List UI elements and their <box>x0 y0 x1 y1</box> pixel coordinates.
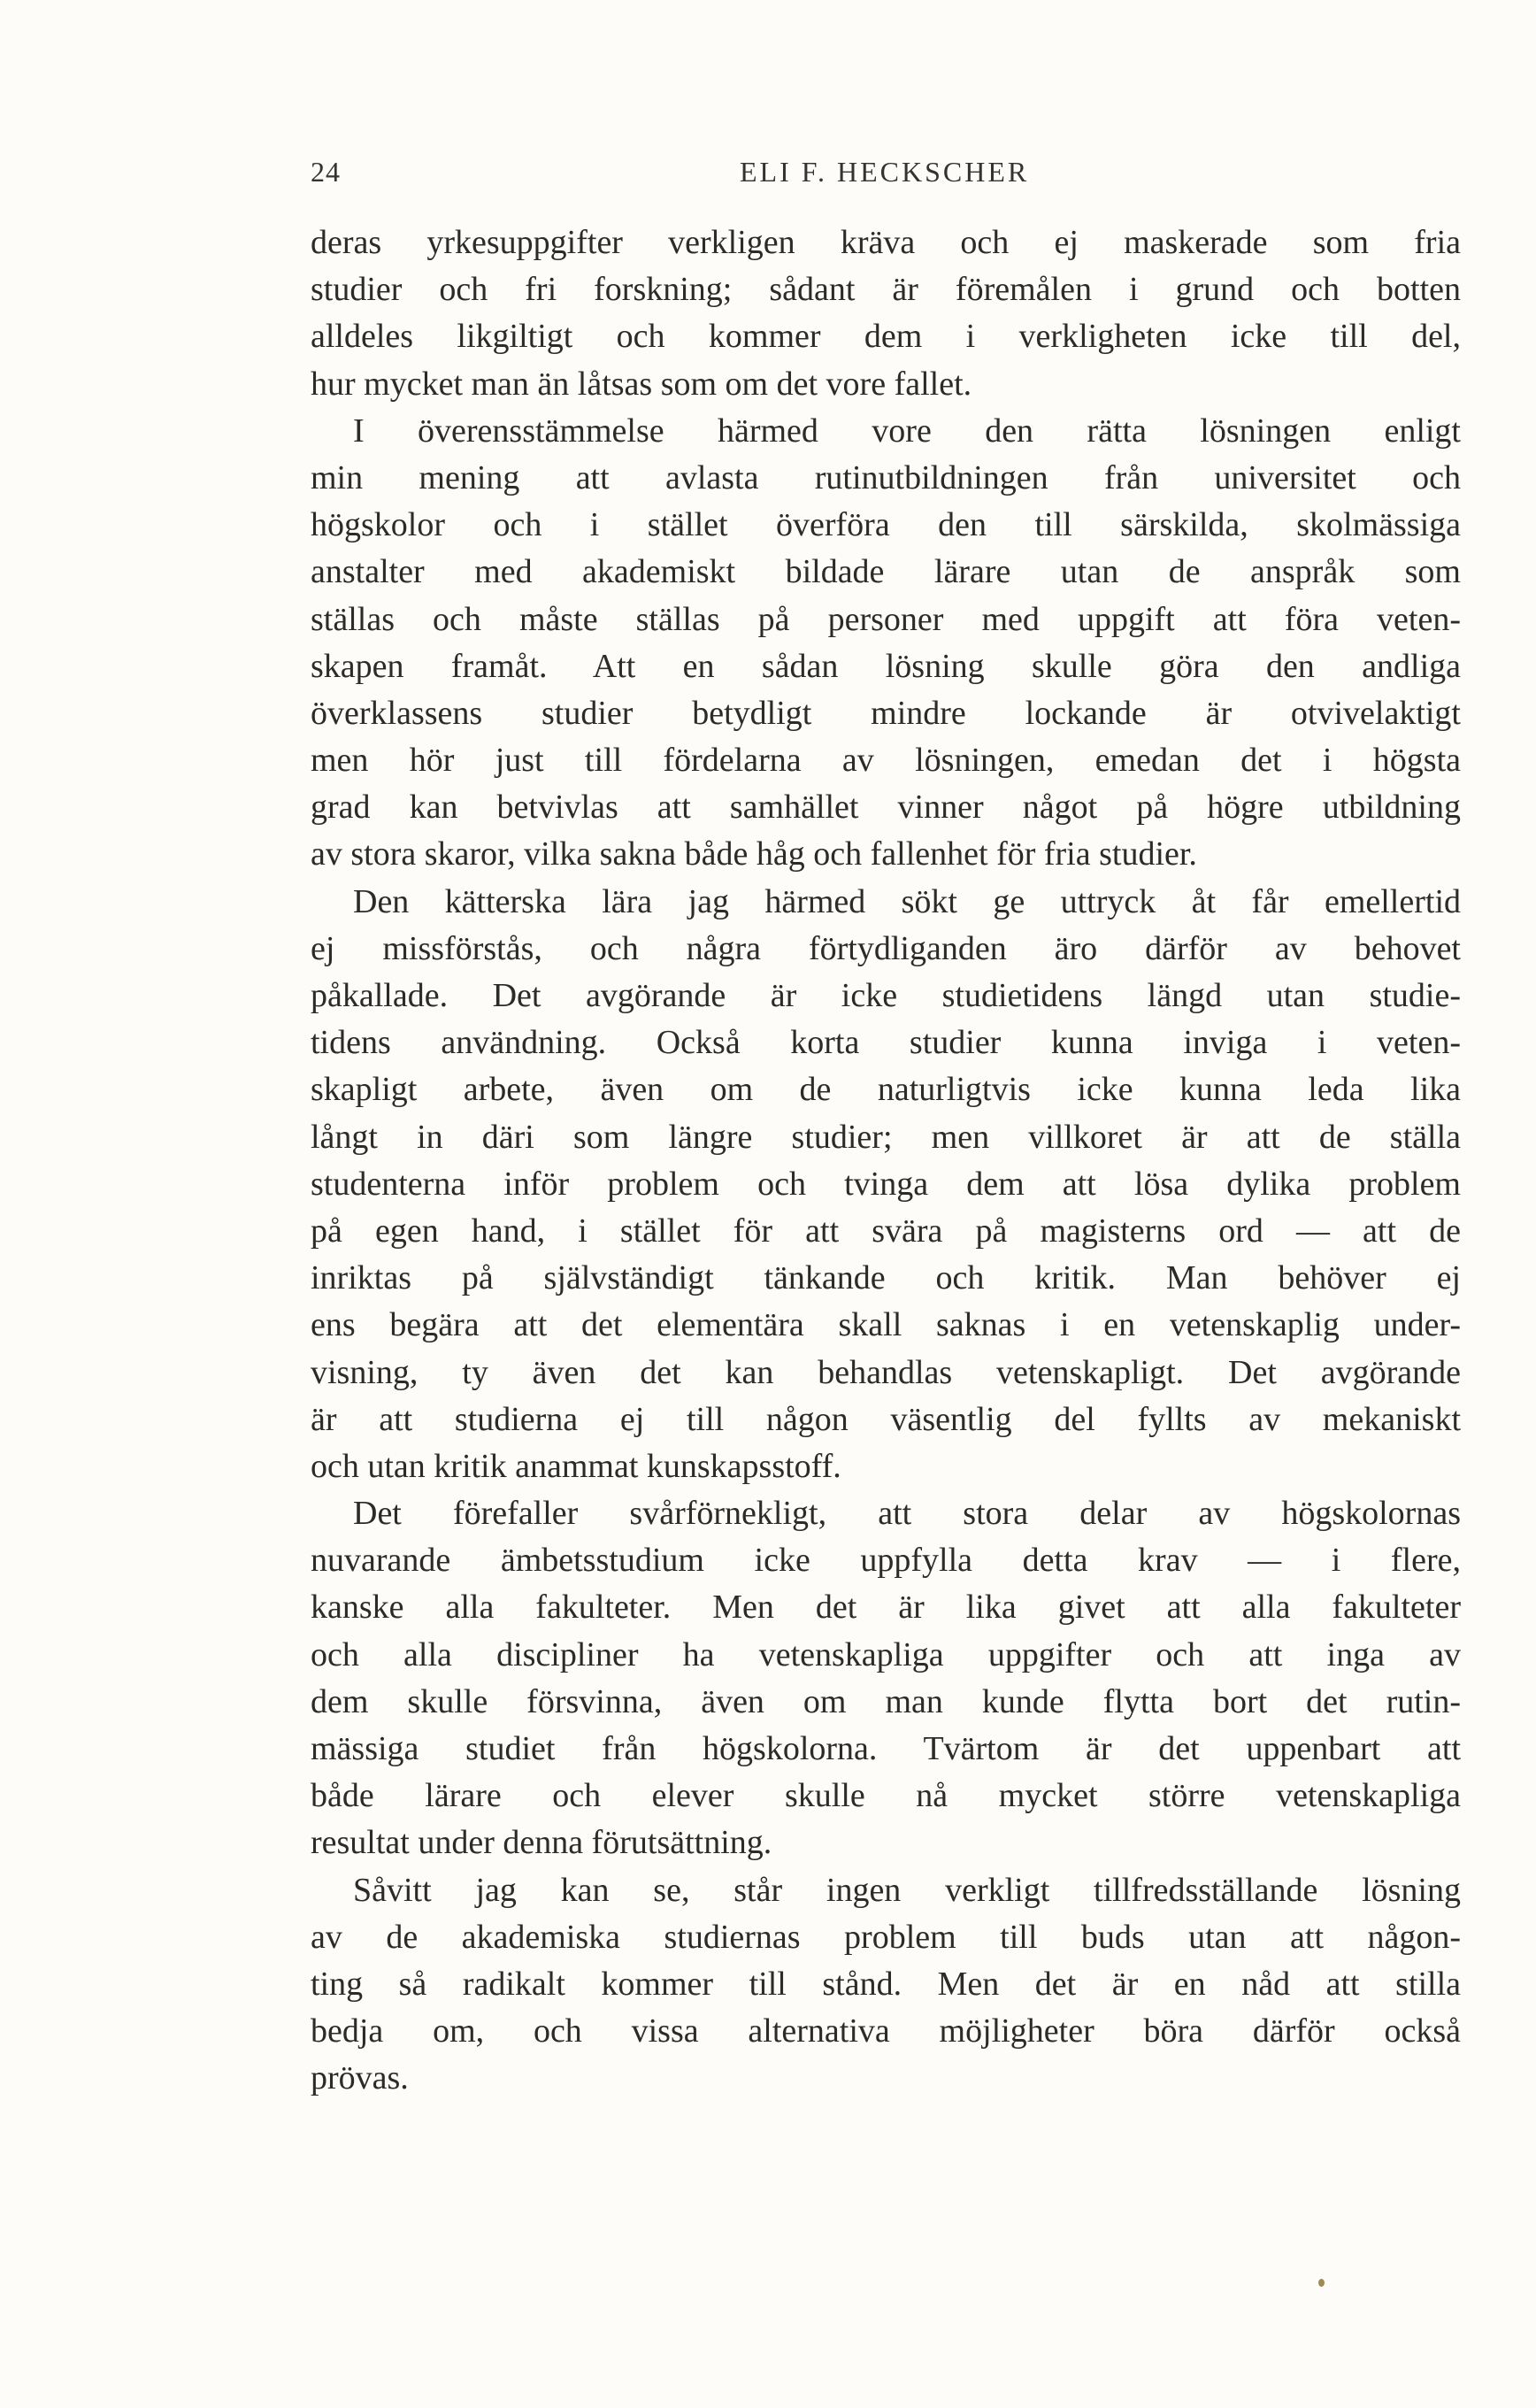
text-line: påkallade. Det avgörande är icke studietidens längd utan studie- <box>311 977 1461 1014</box>
text-line: mässiga studiet från högskolorna. Tvärtom är det uppenbart att <box>311 1730 1461 1767</box>
text-line: deras yrkesuppgifter verkligen kräva och ej maskerade som fria <box>311 224 1461 261</box>
text-line: prövas. <box>311 2059 409 2097</box>
text-line: Den kätterska lära jag härmed sökt ge uttryck åt får emellertid <box>353 882 1461 920</box>
text-line: ens begära att det elementära skall saknas i en vetenskaplig under- <box>311 1306 1461 1344</box>
paper-speck <box>1318 2279 1325 2287</box>
text-line: anstalter med akademiskt bildade lärare utan de anspråk som <box>311 553 1461 591</box>
page-number: 24 <box>311 156 341 188</box>
text-line: högskolor och i stället överföra den till särskilda, skolmässiga <box>311 506 1461 544</box>
text-line: ej missförstås, och några förtydliganden äro därför av behovet <box>311 929 1461 967</box>
text-line: alldeles likgiltigt och kommer dem i verkligheten icke till del, <box>311 318 1461 356</box>
text-line: min mening att avlasta rutinutbildningen från universitet och <box>311 458 1461 496</box>
text-line: och utan kritik anammat kunskapsstoff. <box>311 1447 841 1485</box>
text-line: både lärare och elever skulle nå mycket större vetenskapliga <box>311 1777 1461 1815</box>
text-line: av de akademiska studiernas problem till buds utan att någon- <box>311 1918 1461 1956</box>
text-line: ställas och måste ställas på personer med uppgift att föra veten- <box>311 600 1461 638</box>
text-line: dem skulle försvinna, även om man kunde flytta bort det rutin- <box>311 1682 1461 1720</box>
text-line: I överensstämmelse härmed vore den rätta lösningen enligt <box>353 412 1461 450</box>
text-line: skapligt arbete, även om de naturligtvis icke kunna leda lika <box>311 1071 1461 1109</box>
body-text <box>311 219 1461 2103</box>
text-line: överklassens studier betydligt mindre lockande är otvivelaktigt <box>311 694 1461 732</box>
text-line: långt in däri som längre studier; men villkoret är att de ställa <box>311 1118 1461 1156</box>
text-line: ting så radikalt kommer till stånd. Men det är en nåd att stilla <box>311 1965 1461 2003</box>
text-line: studenterna inför problem och tvinga dem att lösa dylika problem <box>311 1165 1461 1203</box>
text-line: bedja om, och vissa alternativa möjligheter böra därför också <box>311 2012 1461 2050</box>
text-line: nuvarande ämbetsstudium icke uppfylla detta krav — i flere, <box>311 1542 1461 1580</box>
text-line: Det förefaller svårförnekligt, att stora delar av högskolornas <box>353 1495 1461 1533</box>
text-line: inriktas på självständigt tänkande och kritik. Man behöver ej <box>311 1259 1461 1297</box>
page-header <box>311 156 1461 200</box>
text-line: Såvitt jag kan se, står ingen verkligt tillfredsställande lösning <box>353 1871 1461 1909</box>
text-line: av stora skaror, vilka sakna både håg och fallenhet för fria studier. <box>311 835 1197 873</box>
text-line: kanske alla fakulteter. Men det är lika givet att alla fakulteter <box>311 1589 1461 1627</box>
text-line: på egen hand, i stället för att svära på magisterns ord — att de <box>311 1212 1461 1250</box>
text-line: hur mycket man än låtsas som om det vore fallet. <box>311 365 972 403</box>
text-line: visning, ty även det kan behandlas vetenskapligt. Det avgörande <box>311 1353 1461 1391</box>
text-line: och alla discipliner ha vetenskapliga uppgifter och att inga av <box>311 1635 1461 1673</box>
running-head: ELI F. HECKSCHER <box>740 156 1030 188</box>
text-line: grad kan betvivlas att samhället vinner något på högre utbildning <box>311 789 1461 827</box>
text-line: studier och fri forskning; sådant är föremålen i grund och botten <box>311 271 1461 309</box>
text-line: skapen framåt. Att en sådan lösning skulle göra den andliga <box>311 647 1461 685</box>
text-line: resultat under denna förutsättning. <box>311 1824 772 1862</box>
text-line: är att studierna ej till någon väsentlig del fyllts av mekaniskt <box>311 1400 1461 1438</box>
text-line: tidens användning. Också korta studier kunna inviga i veten- <box>311 1024 1461 1062</box>
text-line: men hör just till fördelarna av lösningen, emedan det i högsta <box>311 742 1461 780</box>
